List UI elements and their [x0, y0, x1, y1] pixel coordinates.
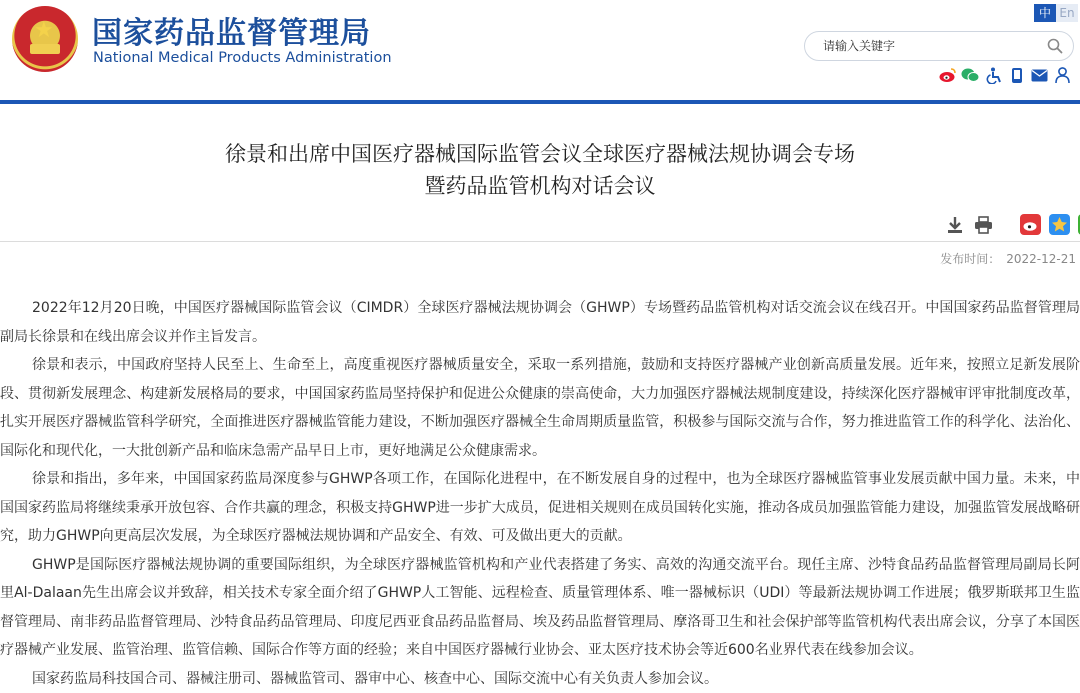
download-icon[interactable] — [944, 214, 965, 235]
print-icon[interactable] — [973, 214, 994, 235]
share-qzone-icon[interactable] — [1049, 214, 1070, 235]
mail-icon[interactable] — [1030, 66, 1049, 84]
publish-time-label: 发布时间： — [940, 252, 1000, 266]
user-icon[interactable] — [1053, 66, 1072, 84]
article-paragraph: 国家药监局科技国合司、器械注册司、器械监管司、器审中心、核查中心、国际交流中心有关负责人参加会议。 — [0, 665, 1080, 693]
article-paragraph: GHWP是国际医疗器械法规协调的重要国际组织，为全球医疗器械监管机构和产业代表搭建了务实、高效的沟通交流平台。现任主席、沙特食品药品监督管理局副局长阿里Al-Dalaan先生出席会议并致辞，相关技术专家全面介绍了GHWP人工智能、远程检查、质量管理体系、唯一器械标识（UDI）等最新法规协调工作进展；俄罗斯联邦卫生监督管理局、南非药品监督管理局、沙特食品药品管理局、印度尼西亚食品药品监督局、埃及药品监督管理局、摩洛哥卫生和社会保护部等监管机构代表出席会议，分享了本国医疗器械产业发展、监管治理、监管信赖、国际合作等方面的经验；来自中国医疗器械行业协会、亚太医疗技术协会等近600名业界代表在线参加会议。 — [0, 551, 1080, 665]
weibo-icon[interactable] — [938, 66, 957, 84]
header-divider — [0, 100, 1080, 104]
article-title-line-2: 暨药品监管机构对话会议 — [0, 170, 1080, 202]
lang-chinese-button[interactable]: 中 — [1034, 4, 1056, 22]
site-header — [0, 0, 1080, 100]
site-name-en[interactable]: National Medical Products Administration — [93, 50, 392, 66]
share-weibo-icon[interactable] — [1020, 214, 1041, 235]
article-title-line-1: 徐景和出席中国医疗器械国际监管会议全球医疗器械法规协调会专场 — [0, 138, 1080, 170]
article-title — [0, 138, 1080, 202]
article-paragraph: 徐景和指出，多年来，中国国家药监局深度参与GHWP各项工作，在国际化进程中，在不断发展自身的过程中，也为全球医疗器械监管事业发展贡献中国力量。未来，中国国家药监局将继续秉承开放包容、合作共赢的理念，积极支持GHWP进一步扩大成员，促进相关规则在成员国转化实施，推动各成员加强监管能力建设，加强监管发展战略研究，助力GHWP向更高层次发展，为全球医疗器械法规协调和产品安全、有效、可及做出更大的贡献。 — [0, 465, 1080, 551]
emblem-gate-icon — [30, 44, 60, 54]
lang-english-button[interactable]: En — [1056, 4, 1078, 22]
title-divider — [0, 241, 1080, 242]
search-box — [804, 31, 1074, 61]
site-name-cn[interactable]: 国家药品监督管理局 — [92, 8, 371, 52]
search-input[interactable] — [821, 38, 1035, 54]
publish-time — [940, 250, 1076, 267]
emblem-star-icon: ★ — [34, 20, 54, 42]
article-body — [0, 294, 1080, 693]
publish-time-value: 2022-12-21 — [1006, 252, 1076, 266]
language-switcher — [1034, 4, 1078, 22]
national-emblem-logo[interactable] — [12, 6, 78, 72]
article-actions — [944, 214, 1080, 235]
header-tools — [938, 66, 1072, 84]
search-icon[interactable] — [1047, 38, 1063, 54]
mobile-icon[interactable] — [1007, 66, 1026, 84]
accessibility-icon[interactable] — [984, 66, 1003, 84]
article-paragraph: 2022年12月20日晚，中国医疗器械国际监管会议（CIMDR）全球医疗器械法规协调会（GHWP）专场暨药品监管机构对话交流会议在线召开。中国国家药品监督管理局副局长徐景和在线出席会议并作主旨发言。 — [0, 294, 1080, 351]
article-paragraph: 徐景和表示，中国政府坚持人民至上、生命至上，高度重视医疗器械质量安全，采取一系列措施，鼓励和支持医疗器械产业创新高质量发展。近年来，按照立足新发展阶段、贯彻新发展理念、构建新发展格局的要求，中国国家药监局坚持保护和促进公众健康的崇高使命，大力加强医疗器械法规制度建设，持续深化医疗器械审评审批制度改革，扎实开展医疗器械监管科学研究，全面推进医疗器械监管能力建设，不断加强医疗器械全生命周期质量监管，积极参与国际交流与合作，努力推进监管工作的科学化、法治化、国际化和现代化，一大批创新产品和临床急需产品早日上市，更好地满足公众健康需求。 — [0, 351, 1080, 465]
wechat-icon[interactable] — [961, 66, 980, 84]
